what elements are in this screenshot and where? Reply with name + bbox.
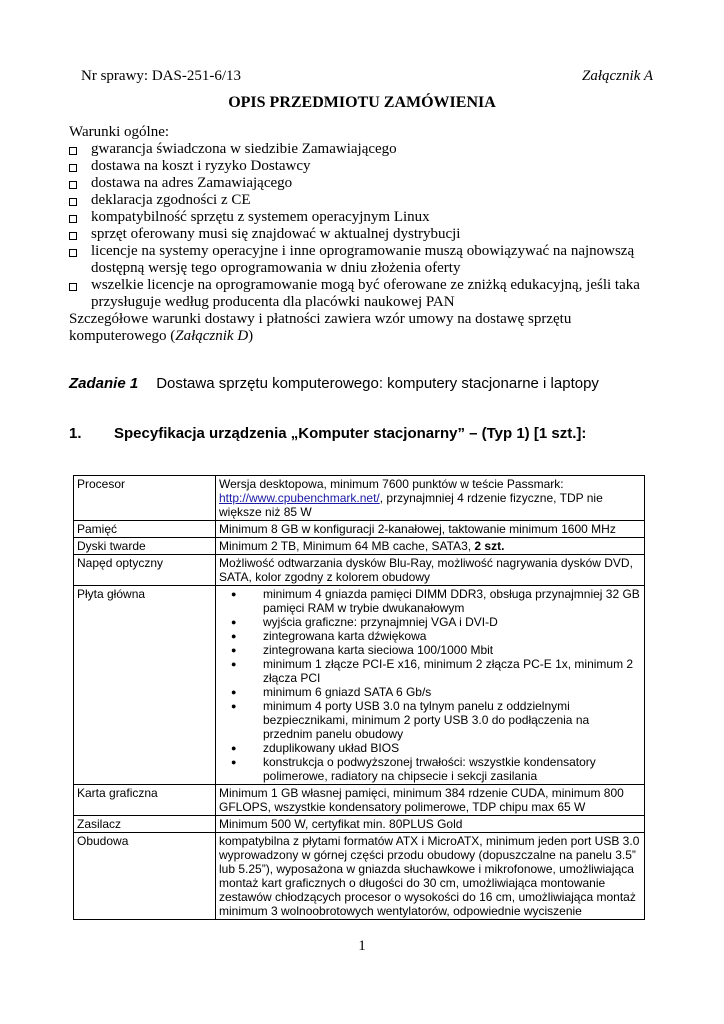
checkbox-bullet-icon: [69, 147, 77, 155]
row-value: Minimum 1 GB własnej pamięci, minimum 384 rdzenie CUDA, minimum 800 GFLOPS, wszystkie kondensatory polimerowe, TDP chipu max 65 W: [216, 785, 645, 816]
case-number: Nr sprawy: DAS-251-6/13: [81, 68, 241, 84]
checkbox-bullet-icon: [69, 249, 77, 257]
list-item: ● minimum 4 porty USB 3.0 na tylnym panelu z oddzielnymi bezpiecznikami, minimum 2 porty USB 3.0 do podłączenia na przednim panelu obudowy: [219, 699, 641, 741]
passmark-link[interactable]: http://www.cpubenchmark.net/: [219, 491, 380, 505]
checkbox-bullet-icon: [69, 215, 77, 223]
row-label: Karta graficzna: [74, 785, 216, 816]
row-label: Procesor: [74, 476, 216, 521]
motherboard-list: [219, 587, 641, 783]
general-conditions: [69, 124, 659, 345]
attachment-d-reference: Załącznik D: [175, 328, 249, 344]
table-row: [74, 785, 645, 816]
list-item: ● minimum 4 gniazda pamięci DIMM DDR3, obsługa przynajmniej 32 GB pamięci RAM w trybie dwukanałowym: [219, 587, 641, 615]
row-label: Płyta główna: [74, 586, 216, 785]
table-row: [74, 521, 645, 538]
condition-item: gwarancja świadczona w siedzibie Zamawiającego: [69, 141, 659, 158]
list-item: ● minimum 1 złącze PCI-E x16, minimum 2 złącza PC-E 1x, minimum 2 złącza PCI: [219, 657, 641, 685]
row-value: kompatybilna z płytami formatów ATX i MicroATX, minimum jeden port USB 3.0 wyprowadzony w górnej części przodu obudowy (dopuszczalne na panelu 3.5” lub 5.25”), wyposażona w gniazda słuchawkowe i mikrofonowe, umożliwiająca montaż kart graficznych o długości do 30 cm, umożliwiająca montowanie zestawów chłodzących procesor o wysokości do 16 cm, umożliwiająca montaż minimum 3 wolnoobrotowych wentylatorów, odpowiednie wyciszenie: [216, 833, 645, 920]
table-row: [74, 476, 645, 521]
row-label: Zasilacz: [74, 816, 216, 833]
checkbox-bullet-icon: [69, 181, 77, 189]
spec-title: Specyfikacja urządzenia „Komputer stacjonarny” – (Typ 1) [1 szt.]:: [114, 425, 587, 442]
page-number: 1: [358, 938, 366, 954]
row-label: Pamięć: [74, 521, 216, 538]
table-row: [74, 816, 645, 833]
condition-item: wszelkie licencje na oprogramowanie mogą być oferowane ze zniżką edukacyjną, jeśli taka przysługuje według producenta dla placówki naukowej PAN: [69, 277, 659, 311]
spec-number: 1.: [69, 425, 82, 442]
checkbox-bullet-icon: [69, 164, 77, 172]
list-item: ● wyjścia graficzne: przynajmniej VGA i DVI-D: [219, 615, 641, 629]
row-value: [216, 586, 645, 785]
task-label: Zadanie 1: [69, 375, 139, 392]
row-value: Minimum 8 GB w konfiguracji 2-kanałowej, taktowanie minimum 1600 MHz: [216, 521, 645, 538]
list-item: ● zintegrowana karta sieciowa 100/1000 Mbit: [219, 643, 641, 657]
row-value: Minimum 2 TB, Minimum 64 MB cache, SATA3, 2 szt.: [216, 538, 645, 555]
condition-item: dostawa na koszt i ryzyko Dostawcy: [69, 158, 659, 175]
condition-item: deklaracja zgodności z CE: [69, 192, 659, 209]
document-title: OPIS PRZEDMIOTU ZAMÓWIENIA: [228, 94, 496, 111]
condition-item: licencje na systemy operacyjne i inne oprogramowanie muszą obowiązywać na najnowszą dostępną wersję tego oprogramowania w dniu złożenia oferty: [69, 243, 659, 277]
list-item: ● zduplikowany układ BIOS: [219, 741, 641, 755]
row-label: Obudowa: [74, 833, 216, 920]
row-label: Dyski twarde: [74, 538, 216, 555]
condition-item: dostawa na adres Zamawiającego: [69, 175, 659, 192]
row-value: Możliwość odtwarzania dysków Blu-Ray, możliwość nagrywania dysków DVD, SATA, kolor zgodny z kolorem obudowy: [216, 555, 645, 586]
table-row: [74, 555, 645, 586]
condition-item: kompatybilność sprzętu z systemem operacyjnym Linux: [69, 209, 659, 226]
table-row: [74, 833, 645, 920]
checkbox-bullet-icon: [69, 283, 77, 291]
checkbox-bullet-icon: [69, 232, 77, 240]
table-row: [74, 586, 645, 785]
row-label: Napęd optyczny: [74, 555, 216, 586]
row-value: Minimum 500 W, certyfikat min. 80PLUS Gold: [216, 816, 645, 833]
list-item: ● minimum 6 gniazd SATA 6 Gb/s: [219, 685, 641, 699]
general-conditions-heading: Warunki ogólne:: [69, 124, 170, 140]
disk-quantity: 2 szt.: [474, 539, 505, 553]
table-row: [74, 538, 645, 555]
attachment-label: Załącznik A: [582, 68, 653, 84]
row-value: Wersja desktopowa, minimum 7600 punktów w teście Passmark: http://www.cpubenchmark.net/, przynajmniej 4 rdzenie fizyczne, TDP nie większe niż 85 W: [216, 476, 645, 521]
spec-table: [73, 475, 645, 920]
delivery-note: Szczegółowe warunki dostawy i płatności zawiera wzór umowy na dostawę sprzętu komputerowego (Załącznik D): [69, 311, 572, 344]
task-heading: [69, 375, 599, 392]
spec-heading: [69, 425, 586, 442]
conditions-list: [69, 141, 659, 311]
task-text: Dostawa sprzętu komputerowego: komputery stacjonarne i laptopy: [156, 375, 599, 392]
condition-item: sprzęt oferowany musi się znajdować w aktualnej dystrybucji: [69, 226, 659, 243]
list-item: ● konstrukcja o podwyższonej trwałości: wszystkie kondensatory polimerowe, radiatory na chipsecie i sekcji zasilania: [219, 755, 641, 783]
list-item: ● zintegrowana karta dźwiękowa: [219, 629, 641, 643]
checkbox-bullet-icon: [69, 198, 77, 206]
